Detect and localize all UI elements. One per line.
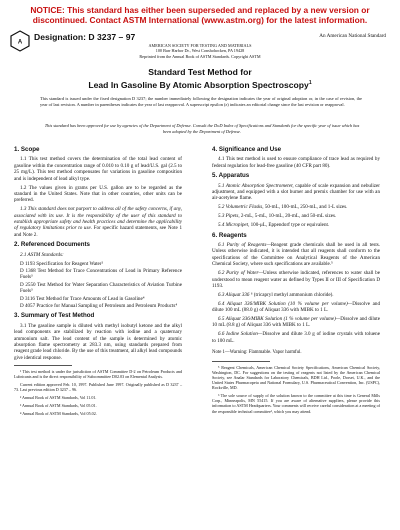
paragraph-6-1: 6.1 Purity of Reagents—Reagent grade chemicals shall be used in all tests. Unless otherwise indicated, it is intended that all reagents shall conform to the specifications of the Committee on Analytical Reagents of the American Chemical Society, where such specifications are available.⁵	[212, 241, 380, 268]
notice-line-2: discontinued. Contact ASTM International (www.astm.org) for the latest information.	[32, 15, 368, 25]
footnote: Current edition approved Feb. 10, 1997. Published June 1997. Originally published as D 3237 – 73. Last previous edition D 3237 – 96.	[14, 382, 182, 393]
right-column	[212, 143, 380, 416]
document-title	[0, 67, 400, 90]
paragraph-4-1: 4.1 This test method is used to ensure compliance of trace lead as required by federal regulation for lead-free gasoline (40 CFR part 80).	[212, 156, 380, 169]
paragraph-2-1: 2.1 ASTM Standards:	[20, 251, 64, 258]
title-line-1: Standard Test Method for	[148, 67, 252, 77]
paragraph-5-2: 5.2 Volumetric Flasks, 50-mL, 100-mL, 250-mL, and 1-L sizes.	[218, 204, 348, 211]
address-line: Reprinted from the Annual Book of ASTM Standards. Copyright ASTM	[139, 53, 261, 59]
address-line: AMERICAN SOCIETY FOR TESTING AND MATERIALS	[148, 43, 252, 48]
footnote-separator	[14, 365, 72, 366]
footnote: ¹ This test method is under the jurisdiction of ASTM Committee D-2 on Petroleum Products and Lubricants and is the direct responsibility of Subcommittee D02.03 on Elemental Analysis.	[14, 369, 182, 380]
reference-item: D 4057 Practice for Manual Sampling of Petroleum and Petroleum Products⁴	[20, 303, 178, 310]
paragraph-6-2: 6.2 Purity of Water—Unless otherwise indicated, references to water shall be understood to mean reagent water as defined by Types II or III of Specification D 1193.	[212, 270, 380, 289]
note-1-warning: Note 1—Warning: Flammable. Vapor harmful.	[212, 350, 302, 356]
publisher-address	[0, 43, 400, 59]
paragraph-1-3: 1.3 This standard does not purport to address all of the safety concerns, if any, associated with its use. It is the responsibility of the user of this standard to establish appropriate safety and health practices and determine the applicability of regulatory limitations prior to use. For specific hazard statements, see Note 1 and Note 2.	[14, 206, 182, 238]
reference-item: D 2550 Test Method for Water Separation Characteristics of Aviation Turbine Fuels³	[20, 281, 182, 295]
footnote: ⁶ The sole source of supply of the solution known to the committee at this time is General Mills Corp., Minneapolis, MN 55415. If you are aware of alternative suppliers, please provide this information to ASTM Headquarters. Your comments will receive careful consideration at a meeting of the responsible technical committee¹, which you may attend.	[212, 393, 380, 414]
national-standard-label: An American National Standard	[319, 33, 386, 39]
reference-item: D 1193 Specification for Reagent Water²	[20, 260, 104, 267]
paragraph-5-1: 5.1 Atomic Absorption Spectrometer, capable of scale expansion and nebulizer adjustment, and equipped with a slot burner and premix chamber for use with an air-acetylene flame.	[212, 182, 380, 202]
issuance-notice: This standard is issued under the fixed designation D 3237; the number immediately following the designation indicates the year of original adoption or, in the case of revision, the year of last revision. A number in parentheses indicates the year of last reapproval. A superscript epsilon (ε) indicates an editorial change since the last revision or reapproval.	[40, 96, 362, 107]
address-line: 100 Barr Harbor Dr., West Conshohocken, PA 19428	[155, 48, 245, 54]
section-heading-scope: 1. Scope	[14, 146, 40, 153]
reference-item: D 3116 Test Method for Trace Amounts of Lead in Gasoline⁴	[20, 295, 145, 302]
dod-notice: This standard has been approved for use by agencies of the Department of Defense. Consult the DoD Index of Specifications and Standards for the specific year of issue which has been adopted by the Department of Defense.	[44, 123, 360, 134]
paragraph-6-3: 6.3 Aliquat 336 ⁶ (tricapryl methyl ammonium chloride).	[218, 291, 334, 298]
footnote-separator	[212, 361, 270, 362]
footnote: ⁵ Reagent Chemicals, American Chemical Society Specifications, American Chemical Society, Washington, DC. For suggestions on the testing of reagents not listed by the American Chemical Society, see Analar Standards for Laboratory Chemicals, BDH Ltd., Poole, Dorset, U.K., and the United States Pharmacopeia and National Formulary, U.S. Pharmaceutical Convention, Inc. (USPC), Rockville, MD.	[212, 364, 380, 391]
paragraph-3-1: 3.1 The gasoline sample is diluted with methyl isobutyl ketone and the alkyl lead components are stabilized by reaction with iodine and a quaternary ammonium salt. The lead content of the sample is determined by atomic absorption flame spectrometry at 283.3 nm, using standards prepared from reagent grade lead chloride. By the use of this treatment, all alkyl lead compounds give identical response.	[14, 322, 182, 361]
paragraph-5-3: 5.3 Pipets, 2-mL, 5-mL, 10-mL, 20-mL, and 50-mL sizes.	[218, 213, 337, 220]
footnote: ⁴ Annual Book of ASTM Standards, Vol 05.02.	[20, 410, 97, 416]
designation: Designation: D 3237 – 97	[34, 32, 136, 42]
section-heading-significance: 4. Significance and Use	[212, 146, 282, 153]
title-line-2: Lead In Gasoline By Atomic Absorption Spectroscopy$^1$	[88, 79, 312, 90]
footnote: ³ Annual Book of ASTM Standards, Vol 05.01.	[20, 402, 97, 408]
section-heading-summary: 3. Summary of Test Method	[14, 312, 95, 320]
svg-text:A: A	[17, 39, 23, 46]
reference-item: D 1368 Test Method for Trace Concentrations of Lead in Primary Reference Fuels³	[20, 268, 182, 281]
paragraph-6-4: 6.4 Aliquat 336/MIBK Solution (10 % volume per volume)—Dissolve and dilute 100 mL (88.0 g) of Aliquat 336 with MIBK to 1 L.	[212, 300, 380, 314]
paragraph-1-2: 1.2 The values given in grams per U.S. gallon are to be regarded as the standard in the United States. Note that in other countries, other units can be preferred.	[14, 184, 182, 204]
superseded-notice-banner	[12, 5, 388, 25]
paragraph-6-6: 6.6 Iodine Solution—Dissolve and dilute 3.0 g of iodine crystals with toluene to 100 mL.	[212, 331, 380, 344]
footnote: ² Annual Book of ASTM Standards, Vol 11.01.	[20, 395, 97, 401]
paragraph-6-5: 6.5 Aliquat 336/MIBK Solution (1 % volume per volume)—Dissolve and dilute 10 mL (8.8 g) of Aliquat 336 with MIBK to 1 L.	[212, 316, 380, 329]
notice-line-1: NOTICE: This standard has either been superseded and replaced by a new version or	[30, 5, 370, 15]
section-heading-apparatus: 5. Apparatus	[212, 172, 250, 180]
left-column	[14, 143, 182, 418]
section-heading-referenced-documents: 2. Referenced Documents	[14, 241, 90, 249]
section-heading-reagents: 6. Reagents	[212, 231, 247, 239]
paragraph-1-1: 1.1 This test method covers the determination of the total lead content of gasoline within the concentration range of 0.010 to 0.10 g of lead/U.S. gal (2.5 to 25 mg/L). This test method compensates for variations in gasoline composition and is independent of lead alkyl type.	[14, 156, 182, 182]
paragraph-5-4: 5.4 Micropipet, 100-μL, Eppendorf type or equivalent.	[218, 222, 330, 229]
